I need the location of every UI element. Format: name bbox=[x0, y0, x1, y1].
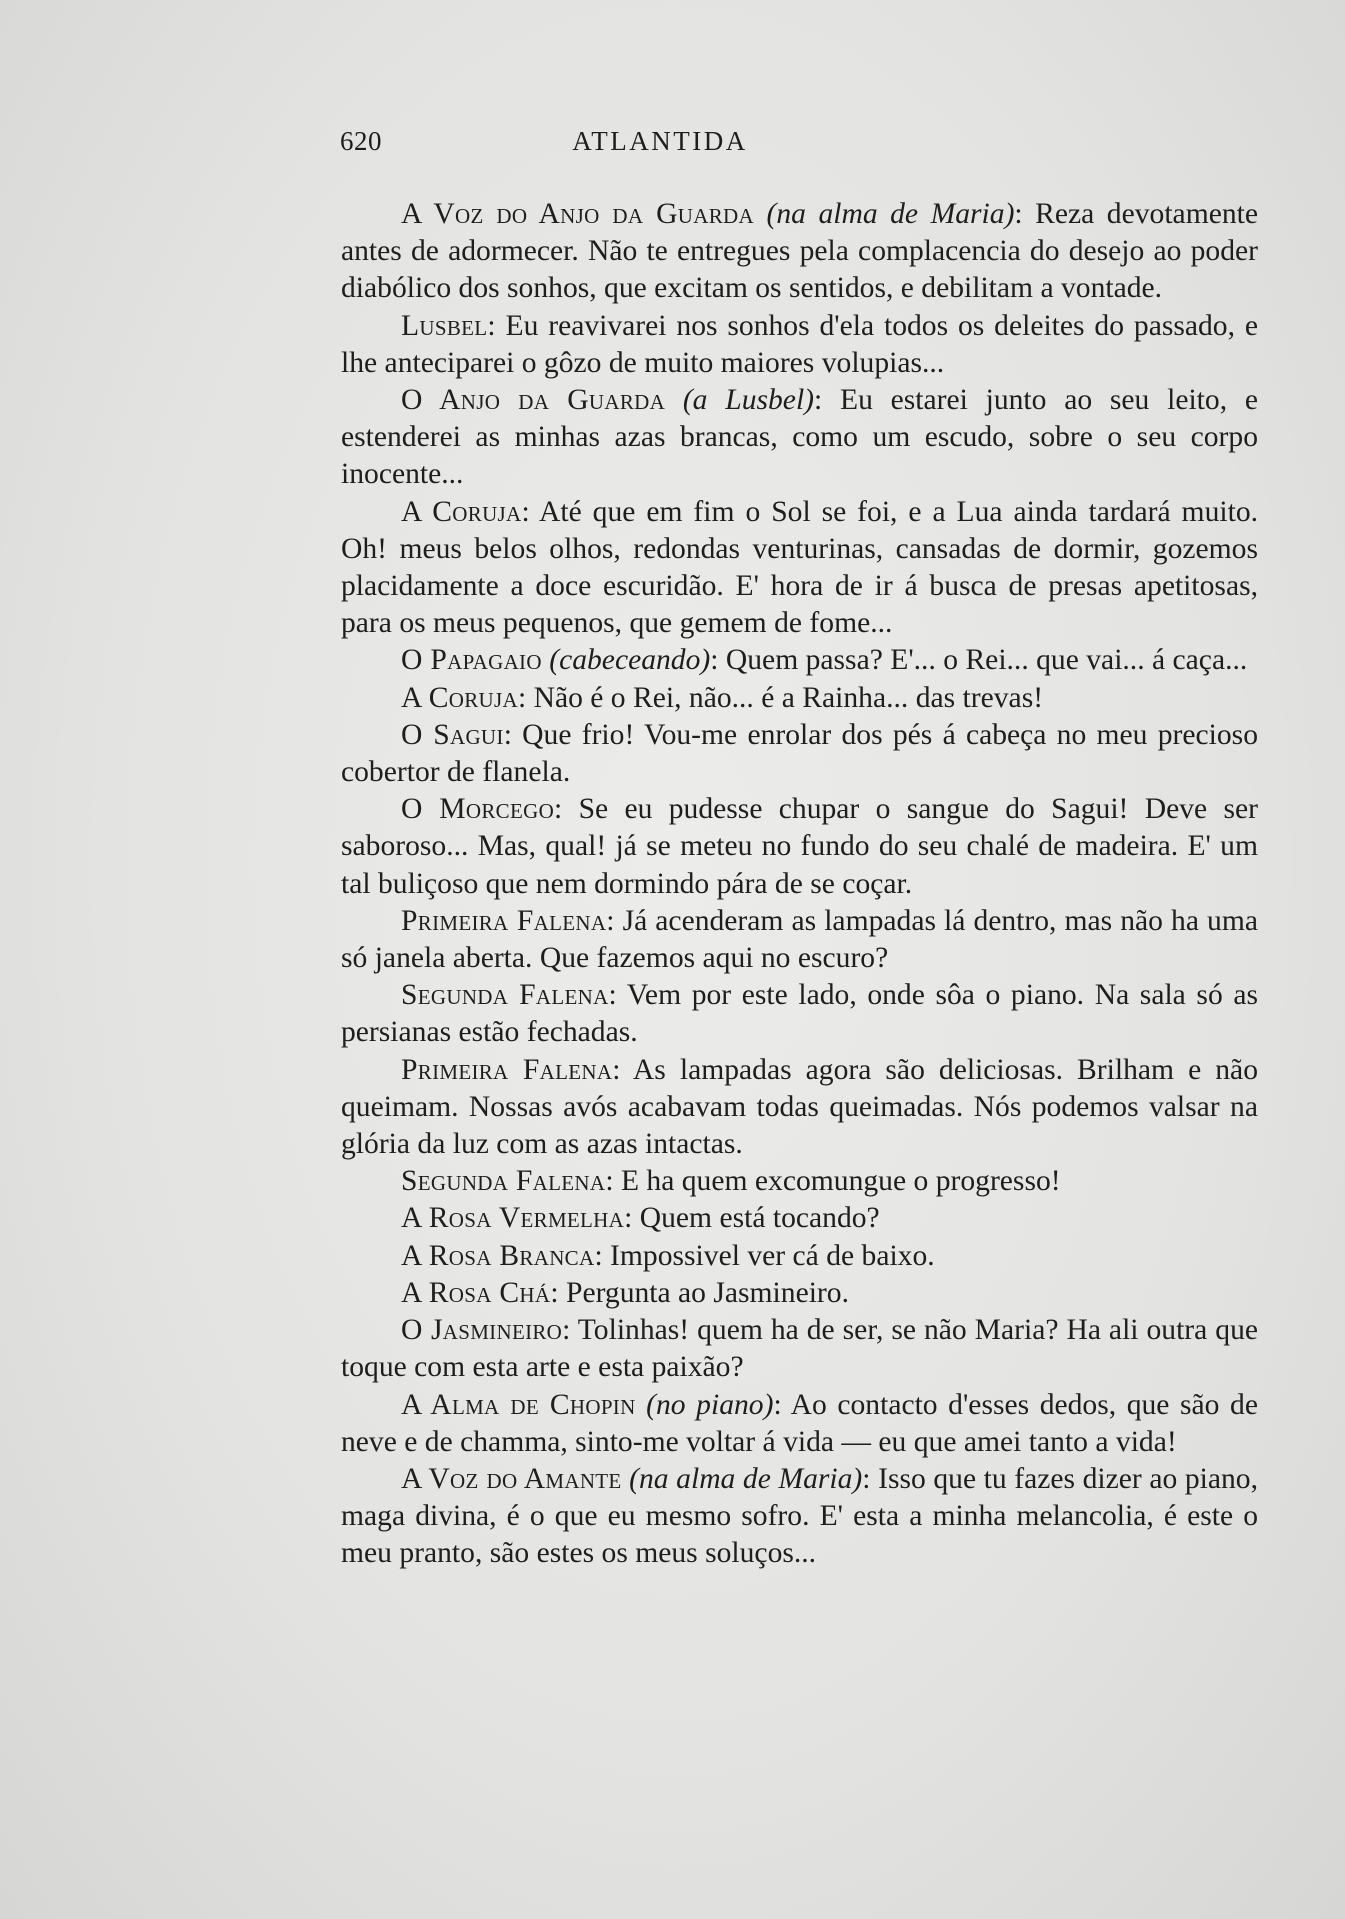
dialogue-paragraph bbox=[341, 1163, 1258, 1200]
stage-direction: (no piano) bbox=[646, 1388, 774, 1421]
speaker-name: A Rosa Vermelha bbox=[401, 1202, 625, 1235]
speaker-name: O Papagaio bbox=[401, 644, 542, 677]
speech: : E ha quem excomungue o progresso! bbox=[605, 1165, 1061, 1198]
dialogue-paragraph bbox=[341, 382, 1258, 494]
speaker-name: Segunda Falena bbox=[401, 979, 609, 1012]
dialogue-text bbox=[341, 196, 1258, 1573]
speaker-name: Lusbel bbox=[401, 309, 488, 342]
speech: : Tolinhas! quem ha de ser, se não Maria? Ha ali outra que toque com esta arte e esta paixão? bbox=[341, 1314, 1258, 1384]
dialogue-paragraph bbox=[341, 1387, 1258, 1461]
speech: : Impossivel ver cá de baixo. bbox=[594, 1239, 935, 1272]
speaker-name: O Anjo da Guarda bbox=[401, 384, 666, 417]
speaker-name: O Jasmineiro bbox=[401, 1314, 563, 1347]
dialogue-paragraph bbox=[341, 1200, 1258, 1237]
speech: : Vem por este lado, onde sôa o piano. Na sala só as persianas estão fechadas. bbox=[341, 979, 1259, 1049]
speech: : Quem está tocando? bbox=[624, 1202, 880, 1235]
dialogue-paragraph bbox=[341, 717, 1258, 791]
speech: : Até que em fim o Sol se foi, e a Lua ainda tardará muito. Oh! meus belos olhos, redondas venturinas, cansadas de dormir, gozemos placidamente a doce escuridão. E' hora de ir á busca de presas apetitosas, para os meus pequenos, que gemem de fome... bbox=[341, 495, 1259, 640]
speaker-name: O Sagui bbox=[401, 718, 504, 751]
dialogue-paragraph bbox=[341, 791, 1258, 903]
dialogue-paragraph bbox=[341, 977, 1258, 1051]
speech: : Se eu pudesse chupar o sangue do Sagui! Deve ser saboroso... Mas, qual! já se meteu no fundo do seu chalé de madeira. E' um tal buliçoso que nem dormindo pára de se coçar. bbox=[341, 793, 1258, 900]
speech: : Que frio! Vou-me enrolar dos pés á cabeça no meu precioso cobertor de flanela. bbox=[341, 718, 1258, 789]
dialogue-paragraph bbox=[341, 642, 1258, 679]
speaker-name: A Rosa Chá bbox=[401, 1276, 551, 1309]
speech: : Eu estarei junto ao seu leito, e estenderei as minhas azas brancas, como um escudo, sobre o seu corpo inocente... bbox=[341, 384, 1258, 491]
dialogue-paragraph bbox=[341, 308, 1258, 382]
speaker-name: Segunda Falena bbox=[401, 1165, 606, 1198]
speaker-name: A Voz do Anjo da Guarda bbox=[401, 198, 754, 230]
speaker-name: A Coruja bbox=[401, 495, 522, 528]
speech: : Isso que tu fazes dizer ao piano, maga divina, é o que eu mesmo sofro. E' esta a minha melancolia, é este o meu pranto, são estes os meus soluços... bbox=[341, 1462, 1259, 1570]
dialogue-paragraph bbox=[341, 196, 1258, 308]
stage-direction: (na alma de Maria) bbox=[629, 1462, 863, 1495]
speaker-name: A Alma de Chopin bbox=[401, 1388, 636, 1421]
speaker-name: A Voz do Amante bbox=[401, 1462, 622, 1495]
dialogue-paragraph bbox=[341, 1275, 1258, 1312]
speaker-name: Primeira Falena bbox=[401, 904, 607, 937]
speech: : Já acenderam as lampadas lá dentro, mas não ha uma só janela aberta. Que fazemos aqui no escuro? bbox=[341, 904, 1258, 975]
running-title: ATLANTIDA bbox=[572, 126, 748, 156]
dialogue-paragraph bbox=[341, 680, 1258, 717]
speech: : As lampadas agora são deliciosas. Brilham e não queimam. Nossas avós acabavam todas queimadas. Nós podemos valsar na glória da luz com as azas intactas. bbox=[341, 1053, 1258, 1161]
speaker-name: O Morcego bbox=[401, 793, 555, 826]
dialogue-paragraph bbox=[341, 903, 1258, 977]
stage-direction: (cabeceando) bbox=[549, 644, 711, 677]
speech: : Não é o Rei, não... é a Rainha... das trevas! bbox=[517, 681, 1044, 714]
speaker-name: A Coruja bbox=[401, 681, 518, 714]
speech: : Pergunta ao Jasmineiro. bbox=[550, 1276, 849, 1309]
speaker-name: A Rosa Branca bbox=[401, 1239, 595, 1272]
speech: : Reza devotamente antes de adormecer. Não te entregues pela complacencia do desejo ao poder diabólico dos sonhos, que excitam os sentidos, e debilitam a vontade. bbox=[341, 198, 1258, 305]
dialogue-paragraph bbox=[341, 1238, 1258, 1275]
speech: : Ao contacto d'esses dedos, que são de neve e de chamma, sinto-me voltar á vida — eu que amei tanto a vida! bbox=[341, 1388, 1258, 1458]
stage-direction: (a Lusbel) bbox=[682, 384, 815, 417]
speech: : Quem passa? E'... o Rei... que vai... á caça... bbox=[710, 644, 1248, 677]
dialogue-paragraph bbox=[341, 1461, 1258, 1573]
stage-direction: (na alma de Maria) bbox=[766, 198, 1015, 230]
speaker-name: Primeira Falena bbox=[401, 1053, 613, 1086]
page-number: 620 bbox=[340, 126, 382, 156]
dialogue-paragraph bbox=[341, 1312, 1258, 1386]
dialogue-paragraph bbox=[341, 494, 1258, 643]
dialogue-paragraph bbox=[341, 1052, 1258, 1164]
speech: : Eu reavivarei nos sonhos d'ela todos os deleites do passado, e lhe anteciparei o gôzo de muito maiores volupias... bbox=[341, 309, 1258, 379]
running-head bbox=[340, 126, 980, 166]
